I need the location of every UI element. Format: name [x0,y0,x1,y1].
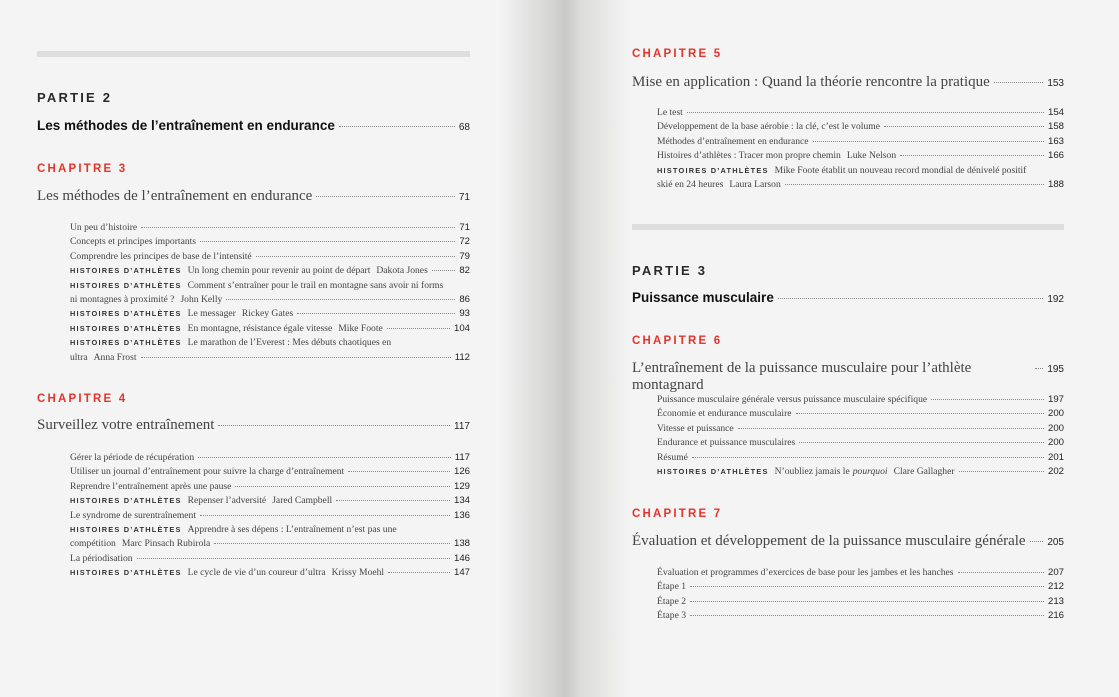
toc-entry [657,595,1064,609]
entry-author: Clare Gallagher [893,466,955,478]
entry-author: John Kelly [180,294,223,306]
leader-dots [778,298,1043,299]
entry-text: Un peu d’histoire [70,222,138,233]
book-gutter [500,0,630,697]
leader-dots [200,241,455,242]
entry-author: Marc Pinsach Rubirola [121,538,211,550]
leader-dots [994,82,1044,83]
leader-dots [235,486,450,487]
entry-text: Reprendre l’entraînement après une pause [70,480,232,492]
athlete-story-tag: HISTOIRES D’ATHLÈTES [70,266,182,276]
leader-dots [226,299,455,300]
entry-text-continued: skié en 24 heures [657,179,724,191]
section-rule [632,224,1064,230]
entry-text-continued: ni montagnes à proximité ? [70,294,175,306]
page-number: 68 [458,122,470,133]
entry-emphasis: pourquoi [852,466,888,478]
leader-dots [336,500,450,501]
entry-page: 202 [1047,466,1064,478]
chapter-5-title [632,74,1064,91]
entry-text: Endurance et puissance musculaires [657,437,796,449]
entry-text: Mike Foote établit un nouveau record mondial de dénivelé positif [774,164,1027,176]
entry-page: 147 [453,567,470,579]
page-number: 195 [1047,364,1064,375]
entry-text: Repenser l’adversité [187,495,267,507]
toc-entry [70,250,470,264]
chapter-title-text: Les méthodes de l’entraînement en endurance [37,188,313,204]
entry-text: Résumé [657,451,688,463]
leader-dots [198,457,451,458]
entry-page: 200 [1047,422,1064,434]
chapter-3-entries [70,221,470,365]
part-2-title [37,118,470,133]
toc-entry [657,407,1064,421]
toc-entry [70,552,470,566]
toc-entry [70,480,470,494]
entry-text: Développement de la base aérobie : la clé, c’est le volume [657,121,880,133]
chapter-title-text: Mise en application : Quand la théorie rencontre la pratique [632,74,990,90]
page-number: 153 [1047,78,1064,89]
entry-page: 207 [1047,567,1064,578]
entry-text-continued: ultra [70,351,88,363]
toc-entry [657,106,1064,120]
leader-dots [796,413,1044,414]
entry-text: Étape 3 [657,610,687,622]
entry-text: La périodisation [70,552,133,564]
chapter-7-entries [657,566,1064,624]
leader-dots [1035,368,1043,369]
athlete-story-tag: HISTOIRES D’ATHLÈTES [657,467,769,477]
leader-dots [690,586,1044,587]
part-3-label: PARTIE 3 [632,263,708,278]
entry-text: Gérer la période de récupération [70,452,195,463]
entry-page: 154 [1047,107,1064,118]
chapter-3-label: CHAPITRE 3 [37,163,128,175]
leader-dots [316,196,455,197]
chapter-title-text: Évaluation et développement de la puissance musculaire générale [632,533,1026,549]
entry-text: Le test [657,107,683,118]
leader-dots [959,471,1044,472]
chapter-6-entries [657,393,1064,479]
chapter-title-text: Surveillez votre entraînement [37,417,215,433]
entry-page: 112 [454,351,470,363]
entry-text-continued: compétition [70,538,116,550]
athlete-story-tag: HISTOIRES D’ATHLÈTES [70,280,182,290]
chapter-4-label: CHAPITRE 4 [37,393,128,405]
chapter-6-label: CHAPITRE 6 [632,335,723,347]
entry-author: Luke Nelson [846,150,897,162]
entry-text: Le cycle de vie d’un coureur d’ultra [187,567,326,579]
leader-dots [432,270,456,271]
athlete-story-tag: HISTOIRES D’ATHLÈTES [657,165,769,175]
leader-dots [141,227,455,228]
toc-entry [657,451,1064,465]
entry-text: Vitesse et puissance [657,422,734,434]
toc-entry [70,509,470,523]
leader-dots [388,572,450,573]
leader-dots [687,112,1044,113]
leader-dots [1030,541,1044,542]
entry-page: 200 [1047,408,1064,420]
toc-entry [657,465,1064,479]
entry-page: 126 [453,466,470,478]
entry-text: Comprendre les principes de base de l’intensité [70,250,252,262]
leader-dots [884,126,1044,127]
toc-entry-continued [70,351,470,365]
entry-text: Étape 2 [657,595,687,607]
leader-dots [690,615,1044,616]
entry-text: Concepts et principes importants [70,236,197,248]
page-number: 71 [458,192,470,203]
entry-text: Le syndrome de surentraînement [70,509,197,521]
entry-page: 216 [1047,610,1064,622]
toc-entry [657,120,1064,134]
entry-page: 129 [453,480,470,492]
leader-dots [297,313,455,314]
chapter-5-label: CHAPITRE 5 [632,48,723,60]
toc-entry [657,164,1064,178]
leader-dots [799,442,1044,443]
toc-entry [657,580,1064,594]
toc-entry-continued [70,293,470,307]
chapter-3-title [37,188,470,205]
leader-dots [339,126,455,127]
entry-text: Apprendre à ses dépens : L’entraînement n’est pas une [187,524,397,536]
leader-dots [137,558,450,559]
toc-entry-continued [70,537,470,551]
toc-entry [70,221,470,235]
page-number: 205 [1047,537,1064,548]
entry-page: 197 [1047,394,1064,405]
entry-text: Utiliser un journal d’entraînement pour suivre la charge d’entraînement [70,466,345,478]
entry-page: 188 [1047,179,1064,191]
toc-entry [657,393,1064,407]
entry-text: Évaluation et programmes d’exercices de base pour les jambes et les hanches [657,567,954,578]
entry-page: 134 [453,495,470,507]
toc-entry [70,465,470,479]
entry-author: Laura Larson [729,179,781,191]
entry-text: N’oubliez jamais le [774,466,850,478]
chapter-title-text: L’entraînement de la puissance musculaire pour l’athlète montagnard [632,360,972,393]
leader-dots [690,601,1044,602]
part-2-label: PARTIE 2 [37,90,113,105]
toc-entry [70,322,470,336]
entry-text: Économie et endurance musculaire [657,408,792,420]
leader-dots [813,141,1044,142]
entry-page: 146 [453,552,470,564]
chapter-6-title [632,360,1064,394]
entry-text: Un long chemin pour revenir au point de départ [187,265,371,277]
leader-dots [256,256,456,257]
entry-text: Méthodes d’entraînement en endurance [657,135,809,147]
entry-author: Rickey Gates [241,308,294,320]
entry-page: 158 [1047,121,1064,133]
entry-page: 136 [453,509,470,521]
leader-dots [692,457,1044,458]
toc-entry [70,336,470,350]
toc-entry [657,609,1064,623]
leader-dots [931,399,1044,400]
entry-text: Le marathon de l’Everest : Mes débuts chaotiques en [187,337,392,349]
toc-entry [657,566,1064,580]
leader-dots [387,328,450,329]
athlete-story-tag: HISTOIRES D’ATHLÈTES [70,525,182,535]
entry-text: Le messager [187,308,236,320]
leader-dots [958,572,1044,573]
athlete-story-tag: HISTOIRES D’ATHLÈTES [70,338,182,348]
entry-page: 93 [459,308,470,320]
leader-dots [218,425,450,426]
leader-dots [785,184,1044,185]
entry-page: 104 [453,322,470,334]
chapter-5-entries [657,106,1064,192]
entry-author: Krissy Moehl [331,567,385,579]
leader-dots [900,155,1044,156]
leader-dots [141,357,451,358]
top-rule [37,51,470,57]
entry-author: Dakota Jones [376,265,428,277]
chapter-4-title [37,417,470,434]
toc-entry [70,279,470,293]
entry-page: 86 [459,294,470,306]
entry-page: 163 [1047,135,1064,147]
entry-page: 212 [1047,581,1064,593]
entry-page: 166 [1047,150,1064,162]
entry-page: 71 [459,222,470,233]
leader-dots [348,471,450,472]
toc-entry [70,264,470,278]
athlete-story-tag: HISTOIRES D’ATHLÈTES [70,496,182,506]
chapter-7-title [632,533,1064,550]
entry-page: 138 [453,538,470,550]
toc-entry [657,436,1064,450]
part-title-text: Puissance musculaire [632,290,774,305]
toc-entry [70,494,470,508]
chapter-4-entries [70,451,470,581]
entry-text: Histoires d’athlètes : Tracer mon propre chemin [657,150,841,162]
toc-entry [70,451,470,465]
entry-page: 72 [459,236,470,248]
toc-entry [657,149,1064,163]
leader-dots [738,428,1044,429]
entry-page: 79 [459,250,470,262]
entry-text: Étape 1 [657,581,687,593]
entry-page: 117 [454,452,470,463]
entry-text: Puissance musculaire générale versus puissance musculaire spécifique [657,394,928,405]
part-title-text: Les méthodes de l’entraînement en endurance [37,118,335,133]
part-3-title [632,290,1064,305]
page-number: 192 [1047,294,1064,305]
toc-entry [70,307,470,321]
entry-text: Comment s’entraîner pour le trail en montagne sans avoir ni forms [187,279,444,291]
toc-entry [70,235,470,249]
toc-entry [657,422,1064,436]
toc-entry [70,566,470,580]
toc-entry [70,523,470,537]
entry-text: En montagne, résistance égale vitesse [187,322,333,334]
entry-page: 200 [1047,437,1064,449]
entry-page: 82 [459,265,470,277]
athlete-story-tag: HISTOIRES D’ATHLÈTES [70,568,182,578]
entry-page: 201 [1047,451,1064,463]
entry-author: Jared Campbell [272,495,333,507]
toc-entry-continued [657,178,1064,192]
entry-page: 213 [1047,595,1064,607]
page-number: 117 [454,421,470,432]
athlete-story-tag: HISTOIRES D’ATHLÈTES [70,309,182,319]
entry-author: Mike Foote [338,322,383,334]
leader-dots [200,515,450,516]
athlete-story-tag: HISTOIRES D’ATHLÈTES [70,323,182,333]
chapter-7-label: CHAPITRE 7 [632,508,723,520]
toc-entry [657,135,1064,149]
leader-dots [214,543,450,544]
entry-author: Anna Frost [93,351,137,363]
